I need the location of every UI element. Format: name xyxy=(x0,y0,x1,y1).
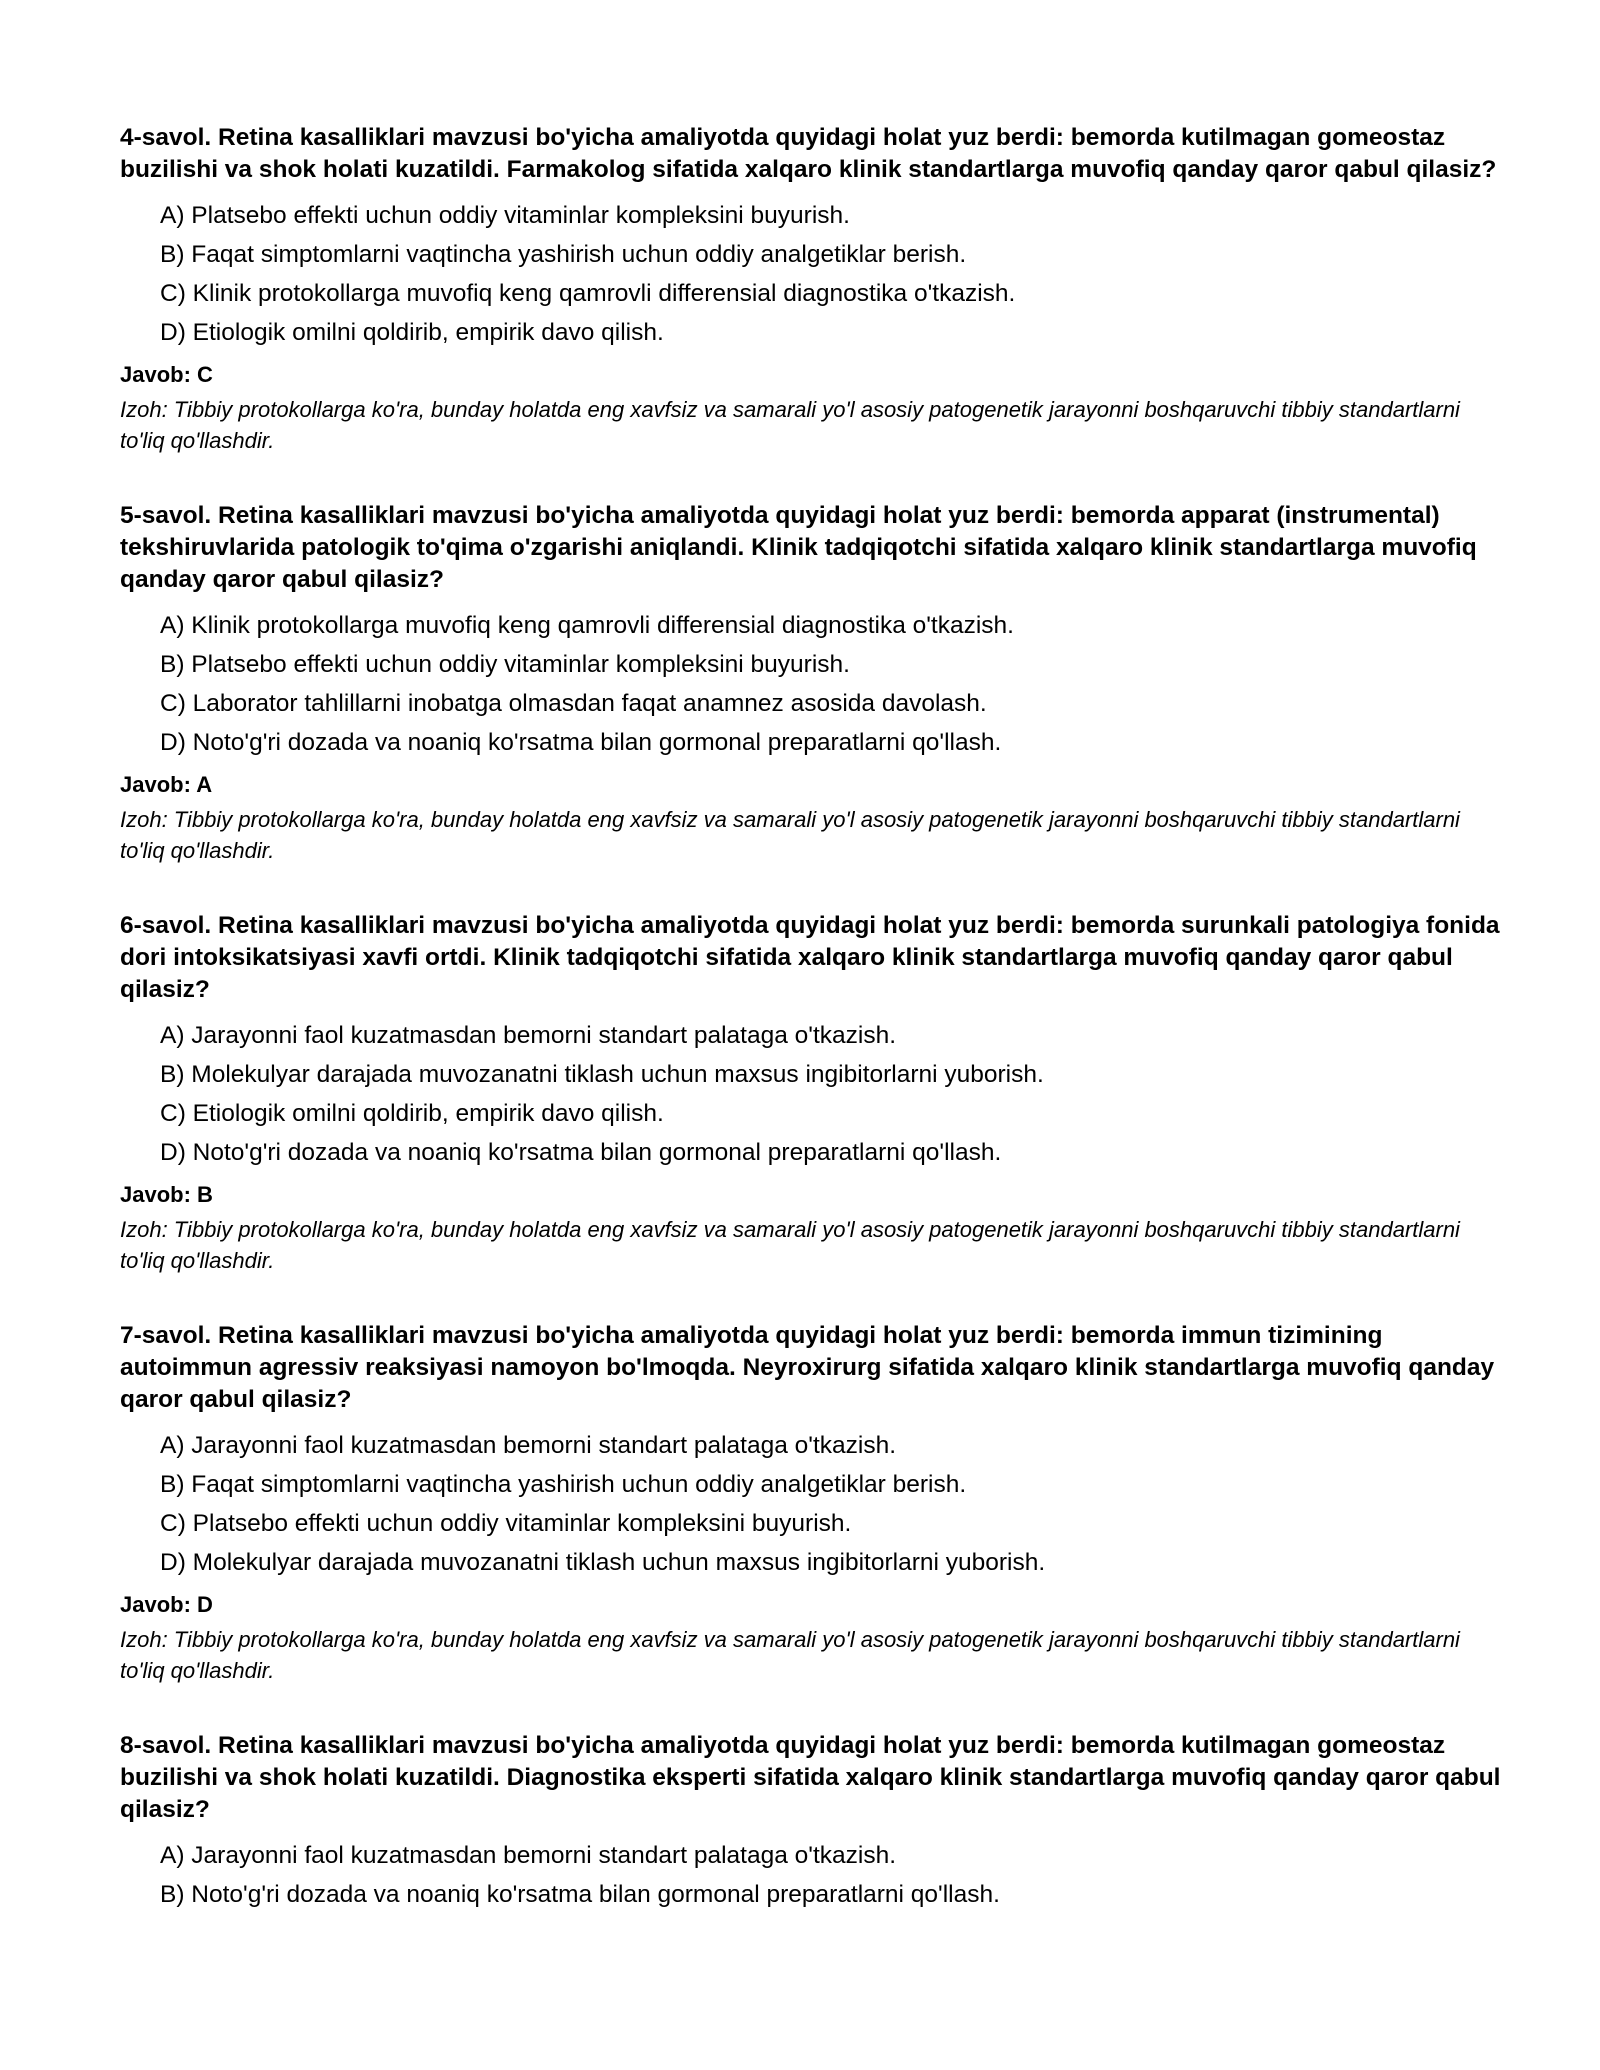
option-list xyxy=(120,1836,1510,1914)
option-a: A) Klinik protokollarga muvofiq keng qamrovli differensial diagnostika o'tkazish. xyxy=(160,612,1014,639)
explanation-note: Izoh: Tibbiy protokollarga ko'ra, bunday holatda eng xavfsiz va samarali yo'l asosiy patogenetik jarayonni boshqaruvchi tibbiy standartlarni to'liq qo'llashdir. xyxy=(120,807,1460,863)
explanation-note: Izoh: Tibbiy protokollarga ko'ra, bunday holatda eng xavfsiz va samarali yo'l asosiy patogenetik jarayonni boshqaruvchi tibbiy standartlarni to'liq qo'llashdir. xyxy=(120,1217,1460,1273)
option-b: B) Faqat simptomlarni vaqtincha yashirish uchun oddiy analgetiklar berish. xyxy=(160,1471,967,1498)
question-title: 8-savol. Retina kasalliklari mavzusi bo'yicha amaliyotda quyidagi holat yuz berdi: bemorda kutilmagan gomeostaz buzilishi va shok holati kuzatildi. Diagnostika eksperti sifatida xalqaro klinik standartlarga muvofiq qanday qaror qabul qilasiz? xyxy=(120,1732,1501,1823)
option-list xyxy=(120,196,1510,352)
option-c: C) Platsebo effekti uchun oddiy vitaminlar kompleksini buyurish. xyxy=(160,1510,852,1537)
option-a: A) Platsebo effekti uchun oddiy vitaminlar kompleksini buyurish. xyxy=(160,202,850,229)
question-title: 6-savol. Retina kasalliklari mavzusi bo'yicha amaliyotda quyidagi holat yuz berdi: bemorda surunkali patologiya fonida dori intoksikatsiyasi xavfi ortdi. Klinik tadqiqotchi sifatida xalqaro klinik standartlarga muvofiq qanday qaror qabul qilasiz? xyxy=(120,912,1500,1003)
question-block xyxy=(120,122,1510,456)
option-b: B) Faqat simptomlarni vaqtincha yashirish uchun oddiy analgetiklar berish. xyxy=(160,241,967,268)
answer-label: Javob: A xyxy=(120,772,213,797)
option-b: B) Molekulyar darajada muvozanatni tiklash uchun maxsus ingibitorlarni yuborish. xyxy=(160,1061,1044,1088)
explanation-note: Izoh: Tibbiy protokollarga ko'ra, bunday holatda eng xavfsiz va samarali yo'l asosiy patogenetik jarayonni boshqaruvchi tibbiy standartlarni to'liq qo'llashdir. xyxy=(120,1627,1460,1683)
question-block xyxy=(120,1320,1510,1686)
document-page xyxy=(120,122,1510,1958)
option-a: A) Jarayonni faol kuzatmasdan bemorni standart palataga o'tkazish. xyxy=(160,1842,897,1869)
answer-label: Javob: B xyxy=(120,1182,213,1207)
question-block xyxy=(120,910,1510,1276)
option-a: A) Jarayonni faol kuzatmasdan bemorni standart palataga o'tkazish. xyxy=(160,1432,897,1459)
option-c: C) Klinik protokollarga muvofiq keng qamrovli differensial diagnostika o'tkazish. xyxy=(160,280,1016,307)
question-title: 5-savol. Retina kasalliklari mavzusi bo'yicha amaliyotda quyidagi holat yuz berdi: bemorda apparat (instrumental) tekshiruvlarida patologik to'qima o'zgarishi aniqlandi. Klinik tadqiqotchi sifatida xalqaro klinik standartlarga muvofiq qanday qaror qabul qilasiz? xyxy=(120,502,1477,593)
option-d: D) Noto'g'ri dozada va noaniq ko'rsatma bilan gormonal preparatlarni qo'llash. xyxy=(160,729,1002,756)
explanation-note: Izoh: Tibbiy protokollarga ko'ra, bunday holatda eng xavfsiz va samarali yo'l asosiy patogenetik jarayonni boshqaruvchi tibbiy standartlarni to'liq qo'llashdir. xyxy=(120,397,1460,453)
option-b: B) Noto'g'ri dozada va noaniq ko'rsatma bilan gormonal preparatlarni qo'llash. xyxy=(160,1881,1000,1908)
option-c: C) Etiologik omilni qoldirib, empirik davo qilish. xyxy=(160,1100,664,1127)
option-a: A) Jarayonni faol kuzatmasdan bemorni standart palataga o'tkazish. xyxy=(160,1022,897,1049)
option-list xyxy=(120,1426,1510,1582)
answer-label: Javob: D xyxy=(120,1592,213,1617)
option-list xyxy=(120,1016,1510,1172)
question-title: 4-savol. Retina kasalliklari mavzusi bo'yicha amaliyotda quyidagi holat yuz berdi: bemorda kutilmagan gomeostaz buzilishi va shok holati kuzatildi. Farmakolog sifatida xalqaro klinik standartlarga muvofiq qanday qaror qabul qilasiz? xyxy=(120,124,1497,183)
question-title: 7-savol. Retina kasalliklari mavzusi bo'yicha amaliyotda quyidagi holat yuz berdi: bemorda immun tizimining autoimmun agressiv reaksiyasi namoyon bo'lmoqda. Neyroxirurg sifatida xalqaro klinik standartlarga muvofiq qanday qaror qabul qilasiz? xyxy=(120,1322,1495,1413)
option-d: D) Molekulyar darajada muvozanatni tiklash uchun maxsus ingibitorlarni yuborish. xyxy=(160,1549,1046,1576)
option-b: B) Platsebo effekti uchun oddiy vitaminlar kompleksini buyurish. xyxy=(160,651,850,678)
option-list xyxy=(120,606,1510,762)
option-d: D) Etiologik omilni qoldirib, empirik davo qilish. xyxy=(160,319,664,346)
question-block xyxy=(120,500,1510,866)
question-block xyxy=(120,1730,1510,1914)
option-c: C) Laborator tahlillarni inobatga olmasdan faqat anamnez asosida davolash. xyxy=(160,690,987,717)
option-d: D) Noto'g'ri dozada va noaniq ko'rsatma bilan gormonal preparatlarni qo'llash. xyxy=(160,1139,1002,1166)
answer-label: Javob: C xyxy=(120,362,213,387)
